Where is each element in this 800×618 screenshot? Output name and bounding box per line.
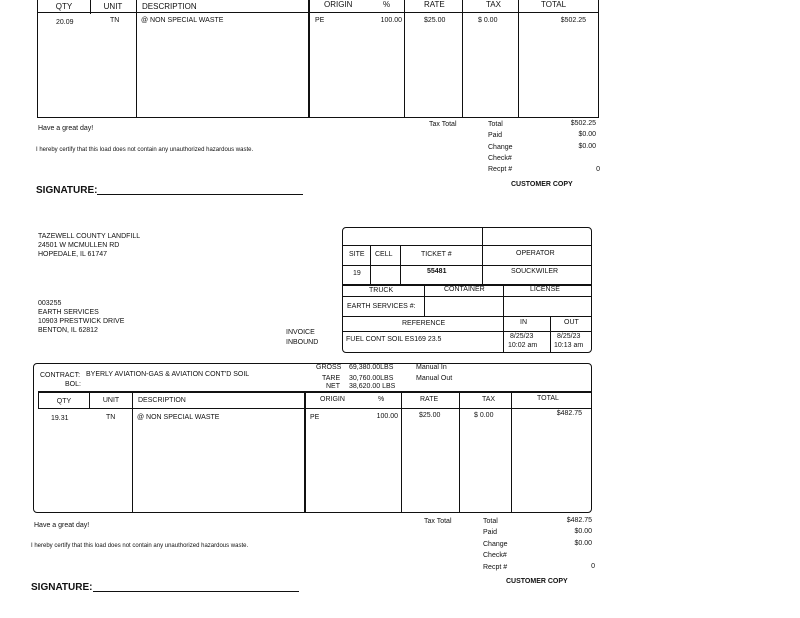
row-tax: $ 0.00 <box>474 412 494 419</box>
col-header-qty: QTY <box>55 2 73 11</box>
contract-label: CONTRACT: <box>40 372 81 379</box>
paid-label: Paid <box>483 529 498 536</box>
total-label: Total <box>488 121 503 128</box>
tax-total-label: Tax Total <box>424 518 452 525</box>
row-origin: PE <box>315 17 325 24</box>
paid-label: Paid <box>488 132 503 139</box>
customer-address2: BENTON, IL 62812 <box>38 327 98 334</box>
recpt-value: 0 <box>596 166 600 173</box>
in-label: IN <box>520 319 527 326</box>
in-date: 8/25/23 <box>510 333 534 340</box>
ticket-number: 55481 <box>427 268 447 275</box>
check-label: Check# <box>488 155 512 162</box>
customer-copy-label: CUSTOMER COPY <box>506 578 568 585</box>
out-time: 10:13 am <box>554 342 584 349</box>
customer-address1: 10903 PRESTWICK DRIVE <box>38 318 125 325</box>
col-header-percent: % <box>378 396 385 403</box>
change-label: Change <box>488 144 513 151</box>
row-qty: 20.09 <box>56 19 74 26</box>
truck-value: EARTH SERVICES #: <box>347 303 416 310</box>
cell-label: CELL <box>375 251 393 258</box>
paid-value: $0.00 <box>574 528 592 535</box>
change-value: $0.00 <box>574 540 592 547</box>
license-label: LICENSE <box>530 286 560 293</box>
greeting: Have a great day! <box>38 125 94 132</box>
container-label: CONTAINER <box>444 286 485 293</box>
col-header-qty: QTY <box>56 398 72 405</box>
recpt-label: Recpt # <box>488 166 513 173</box>
truck-label: TRUCK <box>369 287 394 294</box>
operator-label: OPERATOR <box>516 250 555 257</box>
row-percent: 100.00 <box>376 413 398 420</box>
certify-statement: I hereby certify that this load does not contain any unauthorized hazardous waste. <box>31 543 249 549</box>
bol-label: BOL: <box>65 381 81 388</box>
row-percent: 100.00 <box>380 17 402 24</box>
col-header-origin: ORIGIN <box>320 396 345 403</box>
row-rate: $25.00 <box>419 412 441 419</box>
tax-total-label: Tax Total <box>429 121 457 128</box>
row-description: @ NON SPECIAL WASTE <box>137 414 220 421</box>
tare-value: 30,760.00LBS <box>349 375 394 382</box>
col-header-description: DESCRIPTION <box>138 397 186 404</box>
invoice-label: INVOICE <box>286 329 315 336</box>
row-unit: TN <box>110 17 120 24</box>
operator-value: SOUCKWILER <box>511 268 559 275</box>
check-label: Check# <box>483 552 507 559</box>
row-tax: $ 0.00 <box>478 17 498 24</box>
net-label: NET <box>326 383 340 390</box>
col-header-description: DESCRIPTION <box>142 2 197 11</box>
row-qty: 19.31 <box>51 415 69 422</box>
row-unit: TN <box>106 414 116 421</box>
total-value: $482.75 <box>566 517 592 524</box>
customer-id: 003255 <box>38 300 62 307</box>
col-header-percent: % <box>383 0 391 9</box>
col-header-rate: RATE <box>424 0 445 9</box>
tare-label: TARE <box>322 375 341 382</box>
gross-label: GROSS <box>316 364 342 371</box>
landfill-address2: HOPEDALE, IL 61747 <box>38 251 108 258</box>
total-value: $502.25 <box>570 120 596 127</box>
in-time: 10:02 am <box>508 342 538 349</box>
col-header-tax: TAX <box>486 0 501 9</box>
customer-copy-label: CUSTOMER COPY <box>511 181 573 188</box>
col-header-total: TOTAL <box>541 0 567 9</box>
col-header-tax: TAX <box>482 396 496 403</box>
col-header-unit: UNIT <box>103 2 123 11</box>
gross-value: 69,380.00LBS <box>349 364 394 371</box>
signature-label: SIGNATURE: <box>36 185 98 196</box>
site-label: SITE <box>349 251 365 258</box>
row-total: $502.25 <box>560 17 586 24</box>
row-description: @ NON SPECIAL WASTE <box>141 17 224 24</box>
certify-statement: I hereby certify that this load does not contain any unauthorized hazardous waste. <box>36 147 254 153</box>
greeting: Have a great day! <box>34 522 90 529</box>
reference-value: FUEL CONT SOIL ES169 23.5 <box>346 336 442 343</box>
signature-line <box>97 194 303 195</box>
total-label: Total <box>483 518 498 525</box>
ticket-label: TICKET # <box>421 251 452 258</box>
gross-note: Manual In <box>416 364 447 371</box>
col-header-origin: ORIGIN <box>324 0 353 9</box>
row-origin: PE <box>310 414 320 421</box>
col-header-total: TOTAL <box>537 395 559 402</box>
landfill-name: TAZEWELL COUNTY LANDFILL <box>38 233 141 240</box>
signature-line <box>93 591 299 592</box>
col-header-rate: RATE <box>420 396 439 403</box>
recpt-label: Recpt # <box>483 564 508 571</box>
site-value: 19 <box>353 270 361 277</box>
change-value: $0.00 <box>578 143 596 150</box>
net-value: 38,620.00 LBS <box>349 383 396 390</box>
row-rate: $25.00 <box>424 17 446 24</box>
paid-value: $0.00 <box>578 131 596 138</box>
out-label: OUT <box>564 319 579 326</box>
col-header-unit: UNIT <box>102 397 120 404</box>
inbound-label: INBOUND <box>286 339 319 346</box>
tare-note: Manual Out <box>416 375 453 382</box>
bottom-line-items-table <box>33 363 592 513</box>
change-label: Change <box>483 541 508 548</box>
reference-label: REFERENCE <box>402 320 446 327</box>
landfill-address1: 24501 W MCMULLEN RD <box>38 242 120 249</box>
signature-label: SIGNATURE: <box>31 582 93 593</box>
out-date: 8/25/23 <box>557 333 581 340</box>
contract-value: BYERLY AVIATION-GAS & AVIATION CONT'D SOIL <box>86 371 250 378</box>
recpt-value: 0 <box>591 563 595 570</box>
row-total: $482.75 <box>556 410 582 417</box>
customer-name: EARTH SERVICES <box>38 309 99 316</box>
